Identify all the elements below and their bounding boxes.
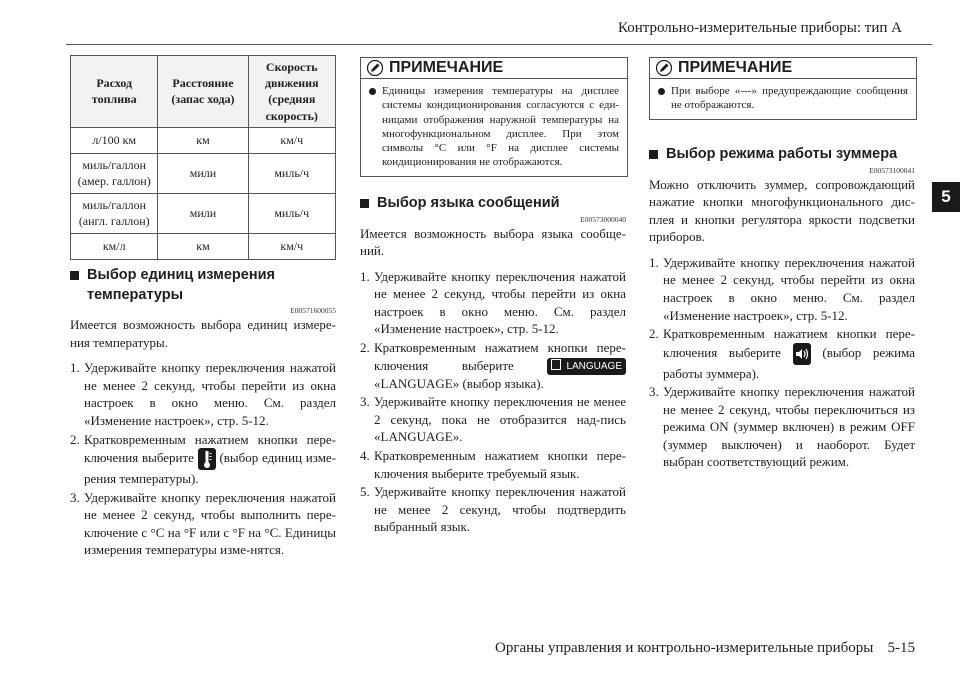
section-code: E00573000040 xyxy=(580,214,626,224)
table-cell: мили xyxy=(158,193,248,233)
table-row xyxy=(71,233,336,259)
table-cell: км/л xyxy=(71,233,158,259)
footer-section-title: Органы управления и контрольно-измерительные приборы xyxy=(495,640,874,656)
page-footer xyxy=(495,640,915,657)
table-cell: л/100 км xyxy=(71,127,158,153)
list-item: 2. Кратковременным нажатием кнопки пере-ключения выберите LANGUAGE «LANGUAGE» (выбор языка). xyxy=(360,339,626,391)
bullet-icon xyxy=(369,88,376,95)
section-title-text: Выбор языка сообщений xyxy=(377,195,560,211)
list-item: 3. Удерживайте кнопку переключения не менее 2 секунд, пока не отобразится над-пись «LANGUAGE». xyxy=(360,394,626,445)
note-heading: ПРИМЕЧАНИЕ xyxy=(650,58,916,79)
table-cell: миль/галлон (амер. галлон) xyxy=(71,153,158,193)
table-row xyxy=(71,153,336,193)
list-item: 1. Удерживайте кнопку переключения нажатой не менее 2 секунд, чтобы перейти из окна настроек в окно меню. См. раздел «Изменение настроек», стр. 5-12. xyxy=(70,360,336,428)
section-code: E00573100041 xyxy=(869,165,915,175)
section-title xyxy=(70,266,336,305)
table-cell: км/ч xyxy=(248,127,335,153)
table-cell: мили xyxy=(158,153,248,193)
list-item: 3. Удерживайте кнопку переключения нажатой не менее 2 секунд, чтобы выполнить пере-ключение с °C на °F или с °F на °C. Единицы измерения температуры изме-нятся. xyxy=(70,489,336,558)
list-item: 2. Кратковременным нажатием кнопки пере-ключения выберите (выбор единиц изме-рения температуры). xyxy=(70,431,337,487)
section-intro: Можно отключить зуммер, сопровождающий нажатие кнопки многофункционального дис-плея и кнопки регулятора яркости подсветки приборов. xyxy=(649,176,915,245)
steps-list xyxy=(360,268,626,536)
thermometer-icon xyxy=(198,448,216,470)
note-text: При выборе «---» предупреждающие сообщения не отображаются. xyxy=(671,85,908,112)
pencil-icon xyxy=(656,60,672,76)
page-header-title: Контрольно-измерительные приборы: тип А xyxy=(617,20,902,36)
table-cell: км/ч xyxy=(248,233,335,259)
section-title-text: Выбор режима работы зуммера xyxy=(666,146,898,162)
steps-list xyxy=(70,359,336,558)
table-row xyxy=(71,127,336,153)
language-section xyxy=(360,194,626,537)
square-bullet-icon xyxy=(70,271,79,280)
note-heading: ПРИМЕЧАНИЕ xyxy=(361,58,627,79)
table-cell: миль/ч xyxy=(248,193,335,233)
language-icon: LANGUAGE xyxy=(547,358,626,375)
list-item: 5. Удерживайте кнопку переключения нажатой не менее 2 секунд, чтобы подтвердить выбранный язык. xyxy=(360,484,626,535)
units-table xyxy=(70,55,336,260)
page-number: 5-15 xyxy=(887,640,915,656)
list-item: 2. Кратковременным нажатием кнопки пере-ключения выберите (выбор режима работы зуммера). xyxy=(649,326,916,381)
note-box xyxy=(360,57,628,177)
table-cell: миль/ч xyxy=(248,153,335,193)
chapter-tab: 5 xyxy=(932,182,960,212)
section-title xyxy=(360,194,626,214)
list-item: 3. Удерживайте кнопку переключения нажатой не менее 2 секунд, чтобы переключиться из режима ON (зуммер включен) в режим OFF (зуммер выключен) и наоборот. Будет выбран соответствующий режим. xyxy=(649,384,915,470)
header-rule xyxy=(66,44,932,45)
list-item: 4. Кратковременным нажатием кнопки пере-ключения выберите требуемый язык. xyxy=(360,447,626,481)
section-title-text: Выбор единиц измерения температуры xyxy=(87,267,275,303)
table-header-cell: Расстояние (запас хода) xyxy=(158,56,248,128)
table-header-cell: Расход топлива xyxy=(71,56,158,128)
table-cell: миль/галлон (англ. галлон) xyxy=(71,193,158,233)
section-intro: Имеется возможность выбора языка сообще-ний. xyxy=(360,225,626,259)
table-row xyxy=(71,193,336,233)
table-cell: км xyxy=(158,233,248,259)
square-bullet-icon xyxy=(360,199,369,208)
buzzer-section xyxy=(649,145,915,472)
list-item: 1. Удерживайте кнопку переключения нажатой не менее 2 секунд, чтобы перейти из окна настроек в окно меню. См. раздел «Изменение настроек», стр. 5-12. xyxy=(649,254,915,323)
table-header-cell: Скорость движения (средняя скорость) xyxy=(248,56,335,128)
speaker-icon xyxy=(793,343,811,365)
pencil-icon xyxy=(367,60,383,76)
table-cell: км xyxy=(158,127,248,153)
square-bullet-icon xyxy=(649,150,658,159)
table-header-row xyxy=(71,56,336,128)
section-title xyxy=(649,145,915,165)
note-box xyxy=(649,57,917,120)
steps-list xyxy=(649,254,915,471)
bullet-icon xyxy=(658,88,665,95)
temperature-section xyxy=(70,266,336,560)
section-intro: Имеется возможность выбора единиц измере-ния температуры. xyxy=(70,317,336,350)
section-code: E00571600055 xyxy=(290,306,336,316)
list-item: 1. Удерживайте кнопку переключения нажатой не менее 2 секунд, чтобы перейти из окна настроек в окно меню. См. раздел «Изменение настроек», стр. 5-12. xyxy=(360,268,626,337)
note-text: Единицы измерения температуры на дисплее системы кондиционирования согласуются с еди-ницами отображения наружной температуры на многофункциональном дисплее. При этом символы °C или °F на дисплее системы кондиционирования не отображаются. xyxy=(382,85,619,169)
